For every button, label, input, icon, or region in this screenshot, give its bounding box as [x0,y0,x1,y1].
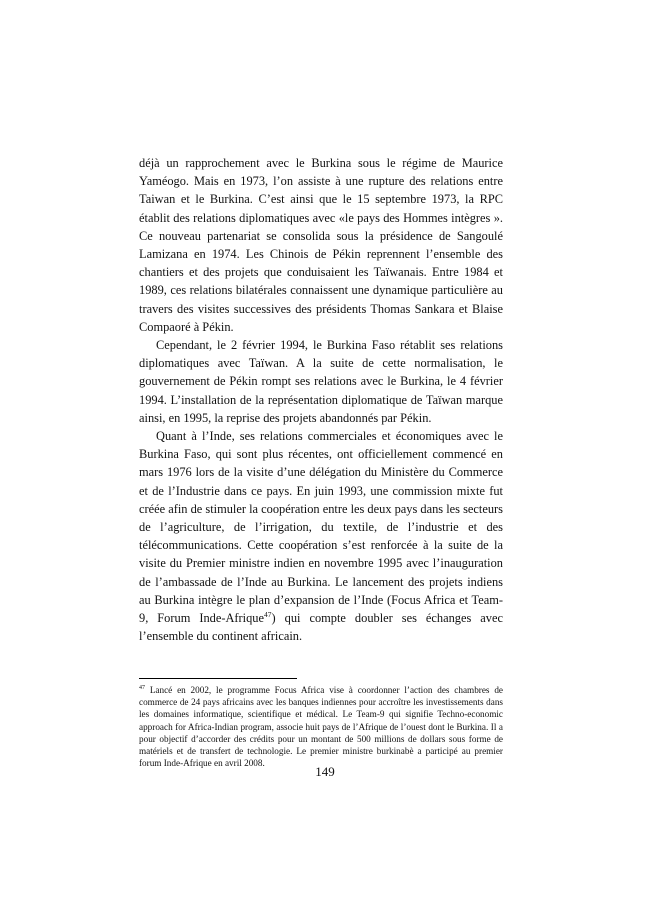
paragraph-3-text-after-note: ) qui compte doubler ses échanges avec l’ensemble du continent africain. [139,611,504,644]
footnote-number: 47 [139,684,145,691]
paragraph-2: Cependant, le 2 février 1994, le Burkina Faso rétablit ses relations diplomatiques avec Taïwan. A la suite de cette normalisation, le gouvernement de Pékin rompt ses relations avec le Burkina, le 4 février 1994. L’installation de la représentation diplomatique de Taïwan marque ainsi, en 1995, la reprise des projets abandonnés par Pékin. [139,338,503,425]
paragraph-3-text-before-note: Quant à l’Inde, ses relations commerciales et économiques avec le Burkina Faso, qui sont plus récentes, ont officiellement commencé en mars 1976 lors de la visite d’une délégation du Ministère du Commerce et de l’Industrie dans ce pays. En juin 1993, une commission mixte fut créée afin de stimuler la coopération entre les deux pays dans les secteurs de l’agriculture, de l’irrigation, du textile, de l’industrie et des télécommunications. Cette coopération s’est renforcée à la suite de la visite du Premier ministre indien en novembre 1995 avec l’inauguration de l’ambassade de l’Inde au Burkina. Le lancement des projets indiens au Burkina intègre le plan d’expansion de l’Inde (Focus Africa et Team-9, Forum Inde-Afrique [139,429,503,626]
paragraph-3 [139,427,503,645]
page-number: 149 [315,764,335,779]
main-text [139,154,503,645]
footnote [139,684,503,769]
footnote-reference[interactable]: 47 [264,609,272,619]
paragraph-1: déjà un rapprochement avec le Burkina sous le régime de Maurice Yaméogo. Mais en 1973, l’on assiste à une rupture des relations entre Taiwan et le Burkina. C’est ainsi que le 15 septembre 1973, la RPC établit des relations diplomatiques avec «le pays des Hommes intègres ». Ce nouveau partenariat se consolida sous la présidence de Sangoulé Lamizana en 1974. Les Chinois de Pékin reprennent l’ensemble des chantiers et des projets que conduisaient les Taïwanais. Entre 1984 et 1989, ces relations bilatérales connaissent une dynamique particulière au travers des visites successives des présidents Thomas Sankara et Blaise Compaoré à Pékin. [139,156,503,334]
footnote-text: Lancé en 2002, le programme Focus Africa vise à coordonner l’action des chambres de commerce de 24 pays africains avec les banques indiennes pour accroître les investissements dans les domaines informatique, scientifique et médical. Le Team-9 qui signifie Techno-economic approach for Africa-Indian program, associe huit pays de l’Afrique de l’ouest dont le Burkina. Il a pour objectif d’accorder des crédits pour un montant de 500 millions de dollars sous forme de matériels et de transfert de technologie. Le premier ministre burkinabè a participé au premier forum Inde-Afrique en avril 2008. [139,685,503,769]
footnote-separator [139,678,297,679]
